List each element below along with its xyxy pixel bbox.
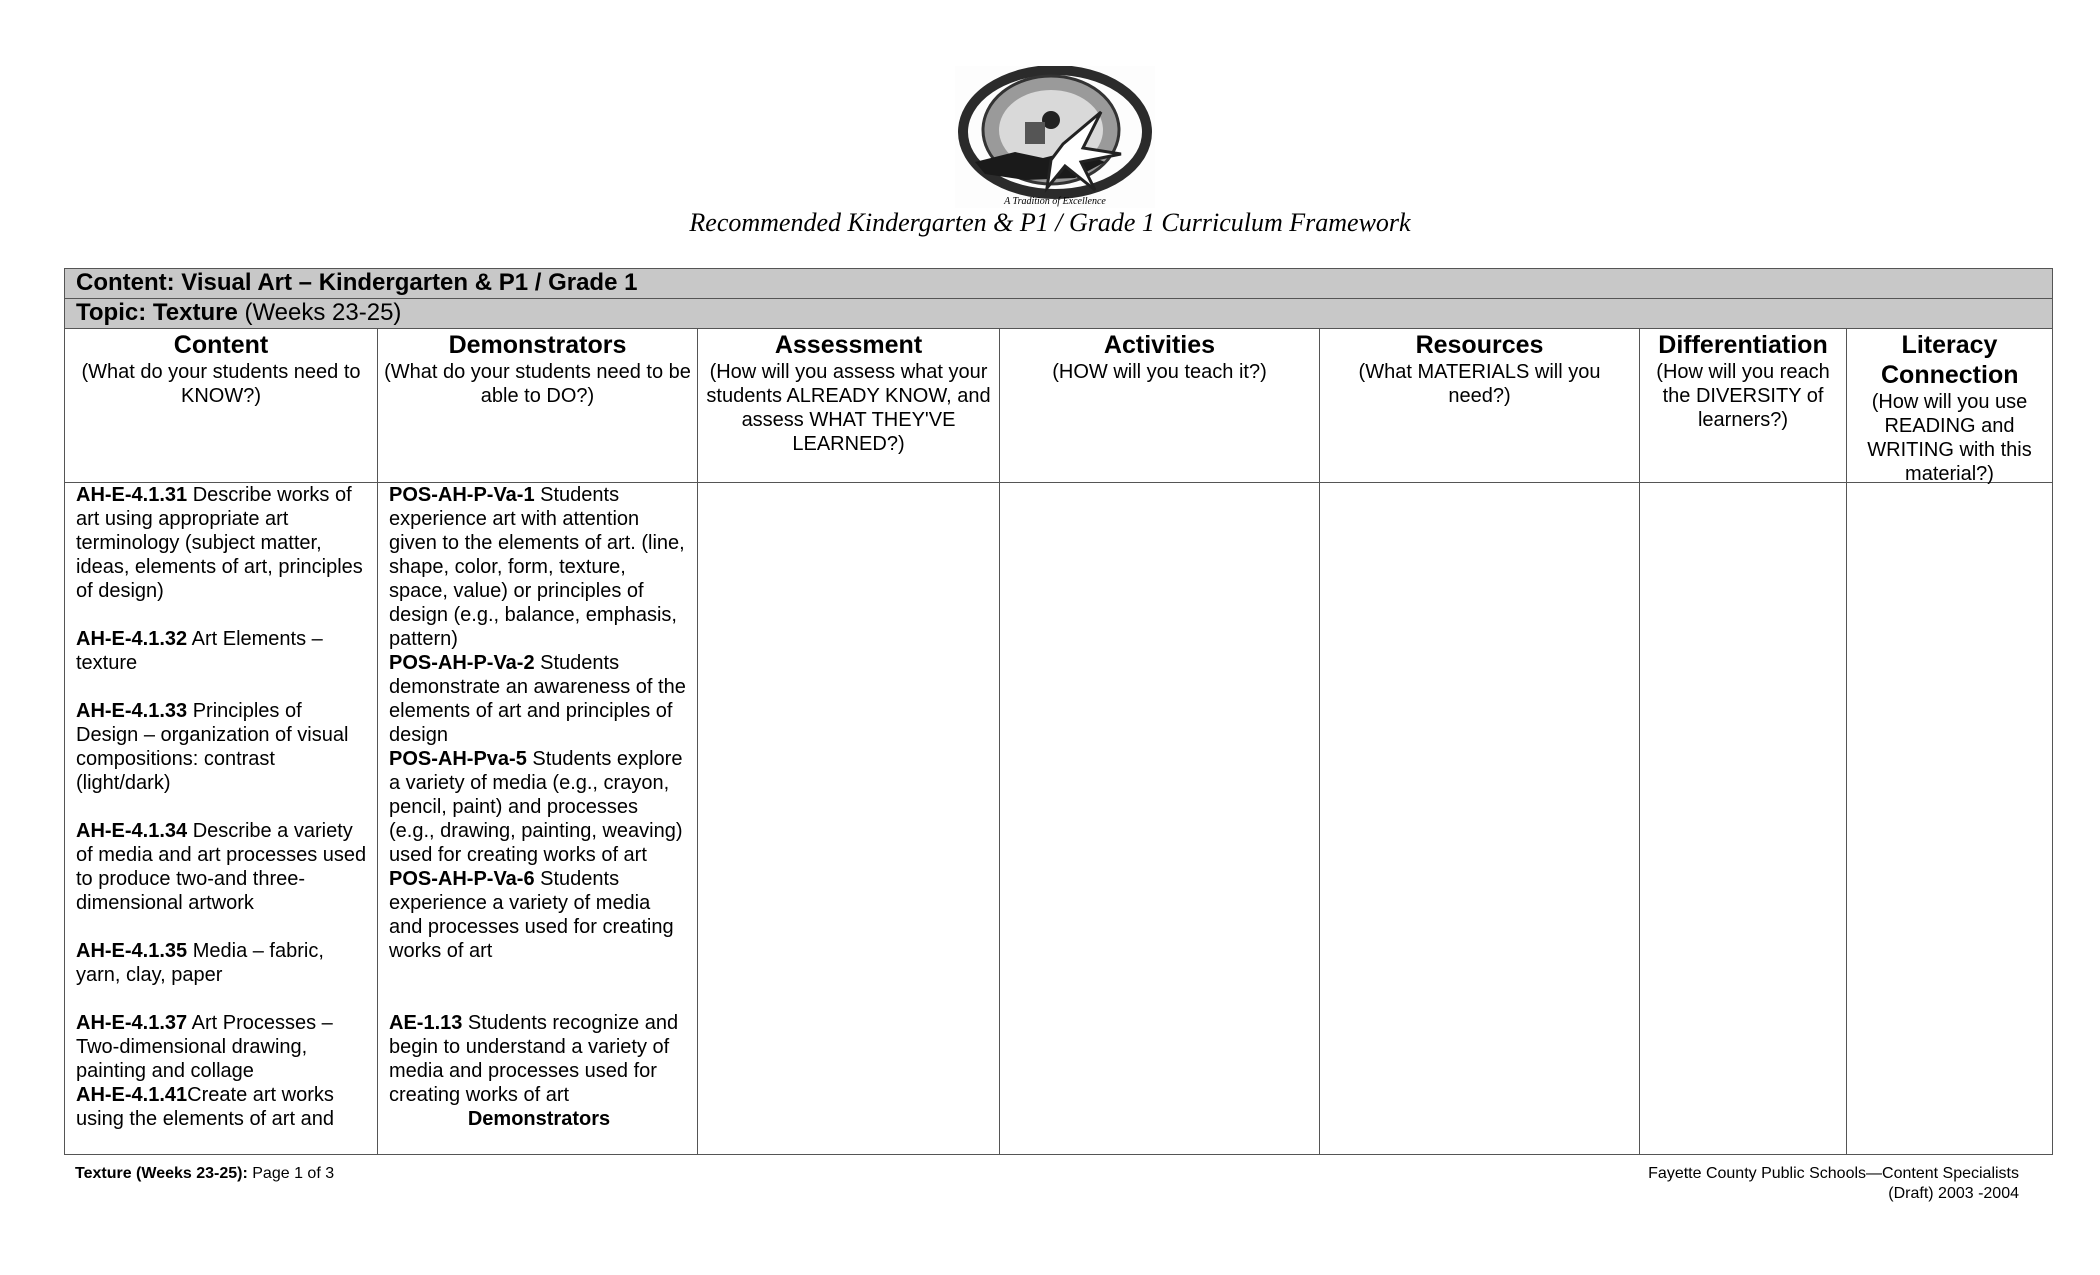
column-subtitle: (What MATERIALS will you need?) [1358,361,1601,407]
column-demonstrators [378,329,698,1154]
standard-code: POS-AH-Pva-5 [389,748,527,770]
standard-text: Create art works using the elements of art and [76,1084,334,1130]
standard-code: POS-AH-P-Va-2 [389,652,535,674]
column-title: Resources [1415,331,1544,359]
column-subtitle: (How will you reach the DIVERSITY of learners?) [1656,361,1830,431]
column-header-content [65,329,377,483]
standard-text: Students experience art with attention given to the elements of art. (line, shape, color, form, texture, space, value) or principles of design (e.g., balance, emphasis, pattern) [389,484,685,650]
column-title: Differentiation [1658,331,1828,359]
footer-credits [1648,1164,2019,1204]
standard-text: Describe a variety of media and art processes used to produce two-and three-dimensional artwork [76,820,367,914]
standard-code: AE-1.13 [389,1012,463,1034]
school-logo [955,66,1155,208]
activities-cell [1000,483,1319,1154]
standard-code: AH-E-4.1.41 [76,1084,188,1106]
footer-page-number: Page 1 of 3 [247,1165,335,1182]
footer-draft: (Draft) 2003 -2004 [1888,1185,2019,1202]
footer-topic: Texture (Weeks 23-25): [75,1165,248,1182]
demonstrator-item [389,747,689,867]
column-content [65,329,378,1154]
column-activities [1000,329,1320,1154]
standard-text: Media – fabric, yarn, clay, paper [76,940,324,986]
demonstrator-item [389,483,689,651]
standard-text: Describe works of art using appropriate art terminology (subject matter, ideas, elements of art, principles of design) [76,484,363,602]
standard-text: Students experience a variety of media and processes used for creating works of art [389,868,674,962]
topic-label: Topic: Texture [76,299,238,326]
column-header-assessment [698,329,999,483]
standard-code: AH-E-4.1.32 [76,628,188,650]
column-title: Activities [1103,331,1216,359]
standard-text: Students recognize and begin to understand a variety of media and processes used for creating works of art [389,1012,679,1106]
standard-code: AH-E-4.1.35 [76,940,188,962]
column-header-resources [1320,329,1639,483]
standard-code: AH-E-4.1.33 [76,700,188,722]
standard-code: POS-AH-P-Va-1 [389,484,535,506]
content-item [76,1011,369,1083]
school-logo-icon [955,66,1155,208]
column-title: Content [173,331,269,359]
demonstrator-list [378,483,697,1154]
column-assessment [698,329,1000,1154]
footer-org: Fayette County Public Schools—Content Specialists [1648,1165,2019,1182]
column-subtitle: (How will you assess what your students ALREADY KNOW, and assess WHAT THEY'VE LEARNED?) [706,361,991,455]
column-resources [1320,329,1640,1154]
column-title: Assessment [774,331,923,359]
column-literacy [1847,329,2052,1154]
standard-text: Art Elements – texture [76,628,323,674]
footer-page-info [75,1164,334,1184]
column-subtitle: (What do your students need to be able to DO?) [384,361,691,407]
column-title: Literacy Connection [1881,331,2019,389]
demonstrators-continued: Demonstrators [467,1108,611,1130]
content-item [76,699,369,795]
document-title: Recommended Kindergarten & P1 / Grade 1 Curriculum Framework [689,208,1411,237]
standard-text: Art Processes – Two-dimensional drawing, painting and collage [76,1012,333,1082]
content-item [76,939,369,987]
demonstrator-item [389,651,689,747]
column-title: Demonstrators [448,331,627,359]
column-subtitle: (What do your students need to KNOW?) [81,361,361,407]
content-item [76,627,369,675]
standard-text: Students explore a variety of media (e.g., crayon, pencil, paint) and processes (e.g., drawing, painting, weaving) used for creating works of art [389,748,683,866]
standard-text: Principles of Design – organization of visual compositions: contrast (light/dark) [76,700,349,794]
resources-cell [1320,483,1639,1154]
standard-code: AH-E-4.1.37 [76,1012,188,1034]
content-bar-text: Content: Visual Art – Kindergarten & P1 / Grade 1 [76,269,638,296]
logo-motto: A Tradition of Excellence [1004,196,1106,207]
content-list [65,483,377,1154]
column-subtitle: (How will you use READING and WRITING with this material?) [1867,391,2032,485]
standard-code: AH-E-4.1.31 [76,484,188,506]
demonstrator-item [389,1011,689,1107]
content-bar [65,269,2052,299]
content-item [76,819,369,915]
column-header-literacy [1847,329,2052,483]
column-differentiation [1640,329,1847,1154]
standard-code: POS-AH-P-Va-6 [389,868,535,890]
column-header-demonstrators [378,329,697,483]
standard-code: AH-E-4.1.34 [76,820,188,842]
standard-text: Students demonstrate an awareness of the elements of art and principles of design [389,652,686,746]
topic-weeks: (Weeks 23-25) [237,299,402,326]
topic-bar [65,299,2052,329]
column-subtitle: (HOW will you teach it?) [1052,361,1267,383]
column-header-differentiation [1640,329,1846,483]
assessment-cell [698,483,999,1154]
demonstrator-item [389,867,689,963]
content-item [76,483,369,603]
curriculum-table [64,268,2053,1155]
differentiation-cell [1640,483,1846,1154]
content-item [76,1083,369,1131]
literacy-cell [1847,483,2052,1154]
column-header-activities [1000,329,1319,483]
